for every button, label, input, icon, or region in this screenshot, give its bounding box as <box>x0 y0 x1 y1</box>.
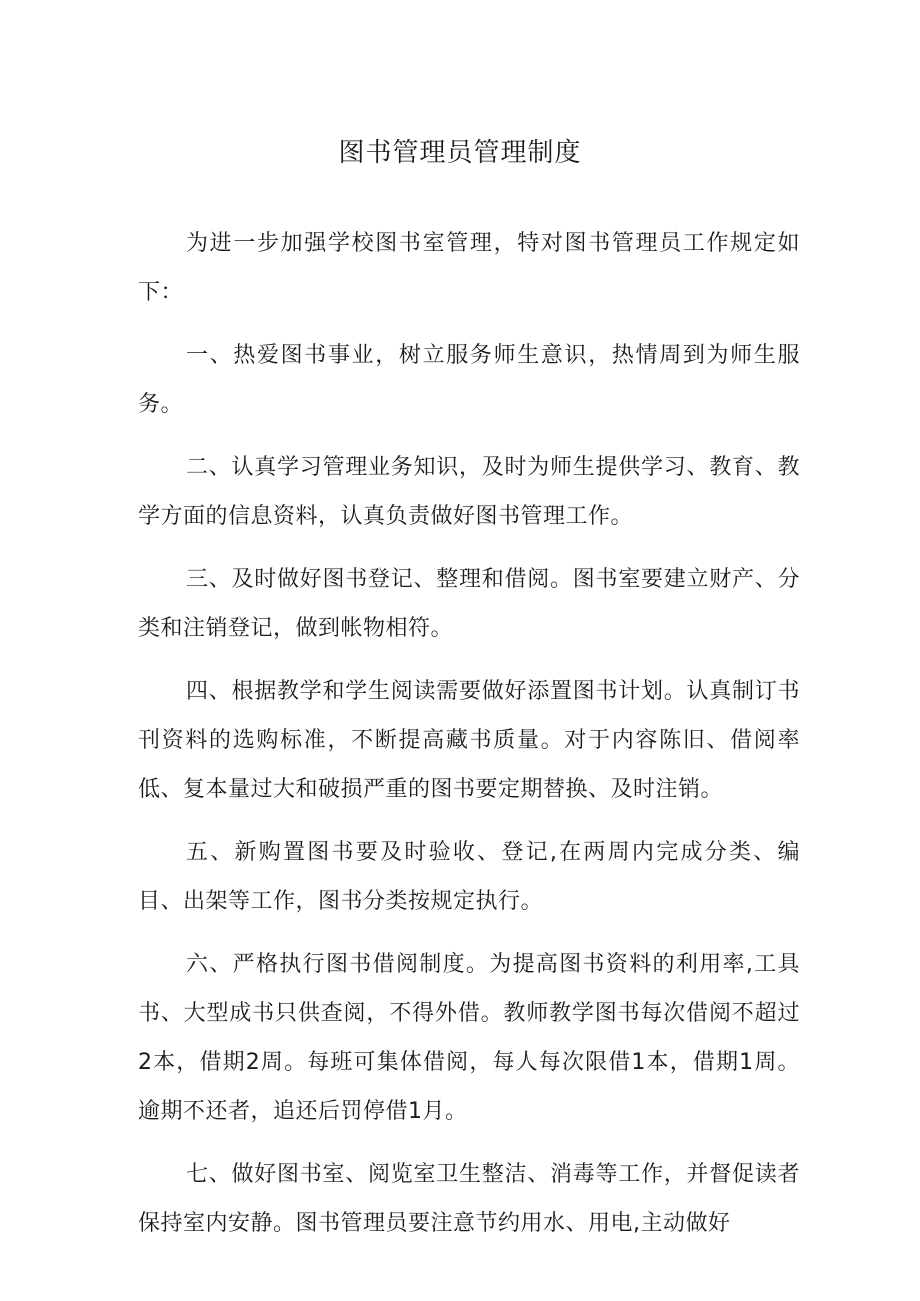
document-title: 图书管理员管理制度 <box>338 138 582 168</box>
document-body <box>138 219 800 1262</box>
paragraph-rule-4: 四、根据教学和学生阅读需要做好添置图书计划。认真制订书刊资料的选购标准，不断提高藏书质量。对于内容陈旧、借阅率低、复本量过大和破损严重的图书要定期替换、及时注销。 <box>138 679 800 802</box>
paragraph-intro: 为进一步加强学校图书室管理，特对图书管理员工作规定如下： <box>138 231 800 305</box>
paragraph-rule-3: 三、及时做好图书登记、整理和借阅。图书室要建立财产、分类和注销登记，做到帐物相符。 <box>138 567 800 641</box>
paragraph-rule-6: 六、严格执行图书借阅制度。为提高图书资料的利用率,工具书、大型成书只供查阅，不得外借。教师教学图书每次借阅不超过2本，借期2周。每班可集体借阅，每人每次限借1本，借期1周。逾期不还者，追还后罚停借1月。 <box>138 952 800 1124</box>
paragraph-rule-7: 七、做好图书室、阅览室卫生整洁、消毒等工作，并督促读者保持室内安静。图书管理员要注意节约用水、用电,主动做好 <box>138 1162 800 1236</box>
paragraph-rule-2: 二、认真学习管理业务知识，及时为师生提供学习、教育、教学方面的信息资料，认真负责做好图书管理工作。 <box>138 455 800 529</box>
paragraph-rule-5: 五、新购置图书要及时验收、登记,在两周内完成分类、编目、出架等工作，图书分类按规定执行。 <box>138 840 800 914</box>
paragraph-rule-1: 一、热爱图书事业，树立服务师生意识，热情周到为师生服务。 <box>138 343 800 417</box>
